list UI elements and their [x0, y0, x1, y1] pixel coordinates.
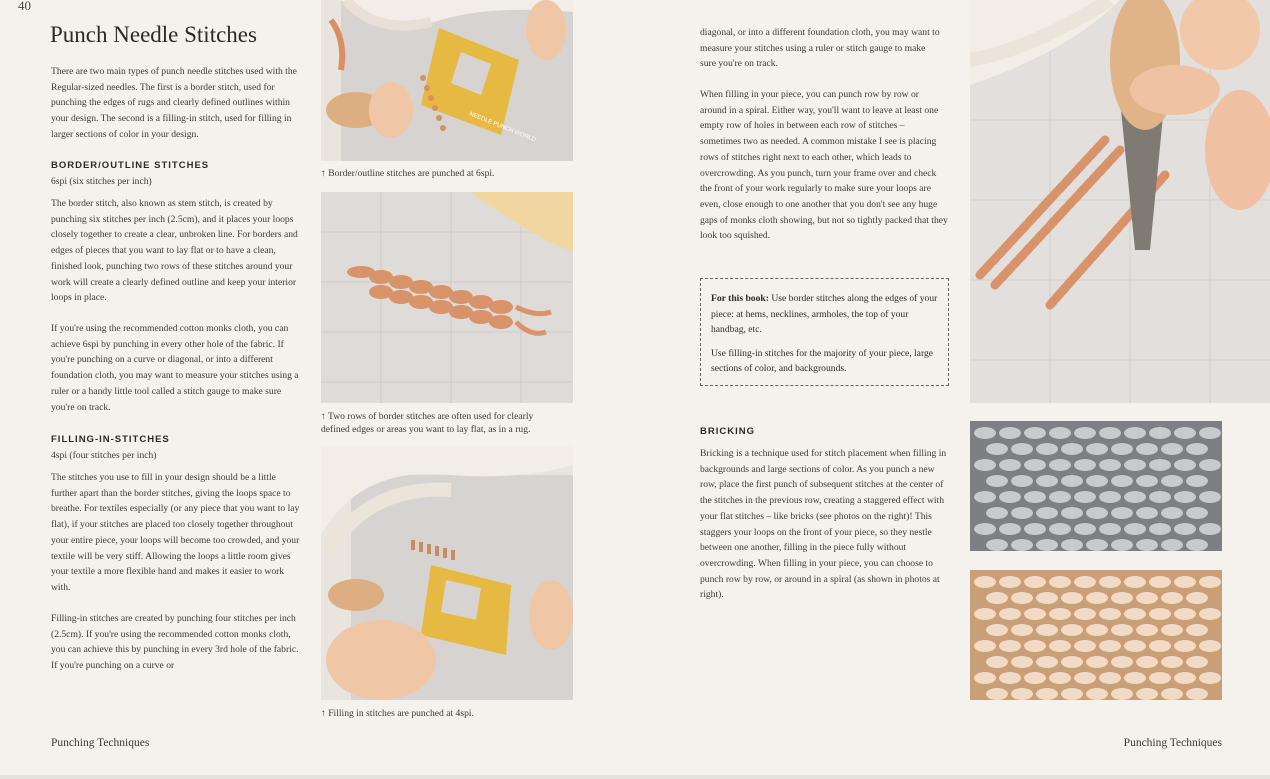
border-heading: BORDER/OUTLINE STITCHES	[51, 160, 210, 171]
border-subheading: 6spi (six stitches per inch)	[51, 176, 152, 187]
intro-paragraph: There are two main types of punch needle stitches used with the Regular-sized needles. The first is a border stitch, used for punching the edges of rugs and clearly defined outlines within your design. The second is a filling-in stitch, used for filling in larger sections of color in your design.	[51, 66, 297, 140]
caption-1: ↑ Border/outline stitches are punched at 6spi.	[321, 168, 495, 179]
filling-subheading: 4spi (four stitches per inch)	[51, 450, 157, 461]
note-box-paragraph-2: Use filling-in stitches for the majority of your piece, large sections of color, and backgrounds.	[711, 347, 934, 374]
bricking-paragraph: Bricking is a technique used for stitch placement when filling in backgrounds and large sections of color. As you punch a new row, place the first punch of subsequent stitches at the center of the stitches in the previous row, creating a staggered effect with your flat stitches – like bricks (see photos on the right)! This staggers your loops on the front of your piece, so they nestle between one another, filling in the piece fully without overcrowding. When filling in your piece, you can choose to punch row by row, or around in a spiral (as shown in photos at right).	[700, 448, 947, 601]
photo-punch-needle-hand	[970, 0, 1270, 403]
photo-bricking-beige	[970, 570, 1222, 700]
filling-paragraph-1: The stitches you use to fill in your design should be a little further apart than the border stitches, giving the loops space to breathe. For textiles especially (or any piece that you want to lay flat), if your stitches are placed too closely together throughout your entire piece, your loops will become too crowded, and your textile will be very stiff. Allowing the loops a little room gives your textile a more flexible hand and makes it easier to work with.	[51, 472, 300, 593]
footer-right: Punching Techniques	[1123, 737, 1222, 749]
footer-left: Punching Techniques	[51, 737, 150, 749]
page-bottom-edge	[0, 775, 1270, 779]
gauge-text: NEEDLE PUNCH WORLD	[468, 111, 537, 144]
photo-border-rows	[321, 192, 573, 403]
page-title: Punch Needle Stitches	[50, 22, 257, 47]
filling-heading: FILLING-IN-STITCHES	[51, 434, 170, 445]
page-number: 40	[18, 0, 31, 13]
right-paragraph-2: When filling in your piece, you can punch row by row or around in a spiral. Either way, you'll want to leave at least one empty row of holes in between each row of stitches – sometimes two as needed. A common mistake I see is placing rows of stitches right next to each other, which leads to overcrowding. As you punch, turn your frame over and check the front of your work regularly to make sure your loops are even, close enough to one another that you don't see any huge gaps of monks cloth showing, but not so tightly packed that they look too squished.	[700, 89, 948, 242]
photo-border-gauge	[321, 0, 573, 161]
photo-bricking-grey	[970, 421, 1222, 551]
caption-2: ↑ Two rows of border stitches are often used for clearly defined edges or areas you want to lay flat, as in a rug.	[321, 411, 534, 435]
photo-filling-gauge	[321, 445, 573, 700]
note-box-paragraph-1	[711, 291, 938, 338]
border-paragraph-1: The border stitch, also known as stem stitch, is created by punching six stitches per inch (2.5cm), and it places your loops closely together to create a clear, unbroken line. For borders and edges of pieces that you want to lay flat or to have a clean, finished look, punching two rows of these stitches around your work will create a clearly defined outline and keep your interior loops in place.	[51, 198, 298, 304]
bricking-heading: BRICKING	[700, 426, 755, 437]
note-box-text-1: Use border stitches along the edges of your piece: at hems, necklines, armholes, the top of your handbag, etc.	[711, 293, 938, 335]
filling-paragraph-2: Filling-in stitches are created by punching four stitches per inch (2.5cm). If you're using the recommended cotton monks cloth, you can achieve this by punching in every 3rd hole of the fabric. If you're punching on a curve or	[51, 613, 299, 672]
caption-3: ↑ Filling in stitches are punched at 4spi.	[321, 708, 474, 719]
border-paragraph-2: If you're using the recommended cotton monks cloth, you can achieve 6spi by punching in every other hole of the fabric. If you're punching on a curve or diagonal, or into a different foundation cloth, you may want to measure your stitches using a ruler or a handy little tool called a stitch gauge to make sure you're on track.	[51, 323, 299, 413]
note-box-lead: For this book:	[711, 293, 769, 304]
note-box	[700, 278, 949, 386]
right-paragraph-1: diagonal, or into a different foundation cloth, you may want to measure your stitches using a ruler or stitch gauge to make sure you're on track.	[700, 27, 940, 70]
